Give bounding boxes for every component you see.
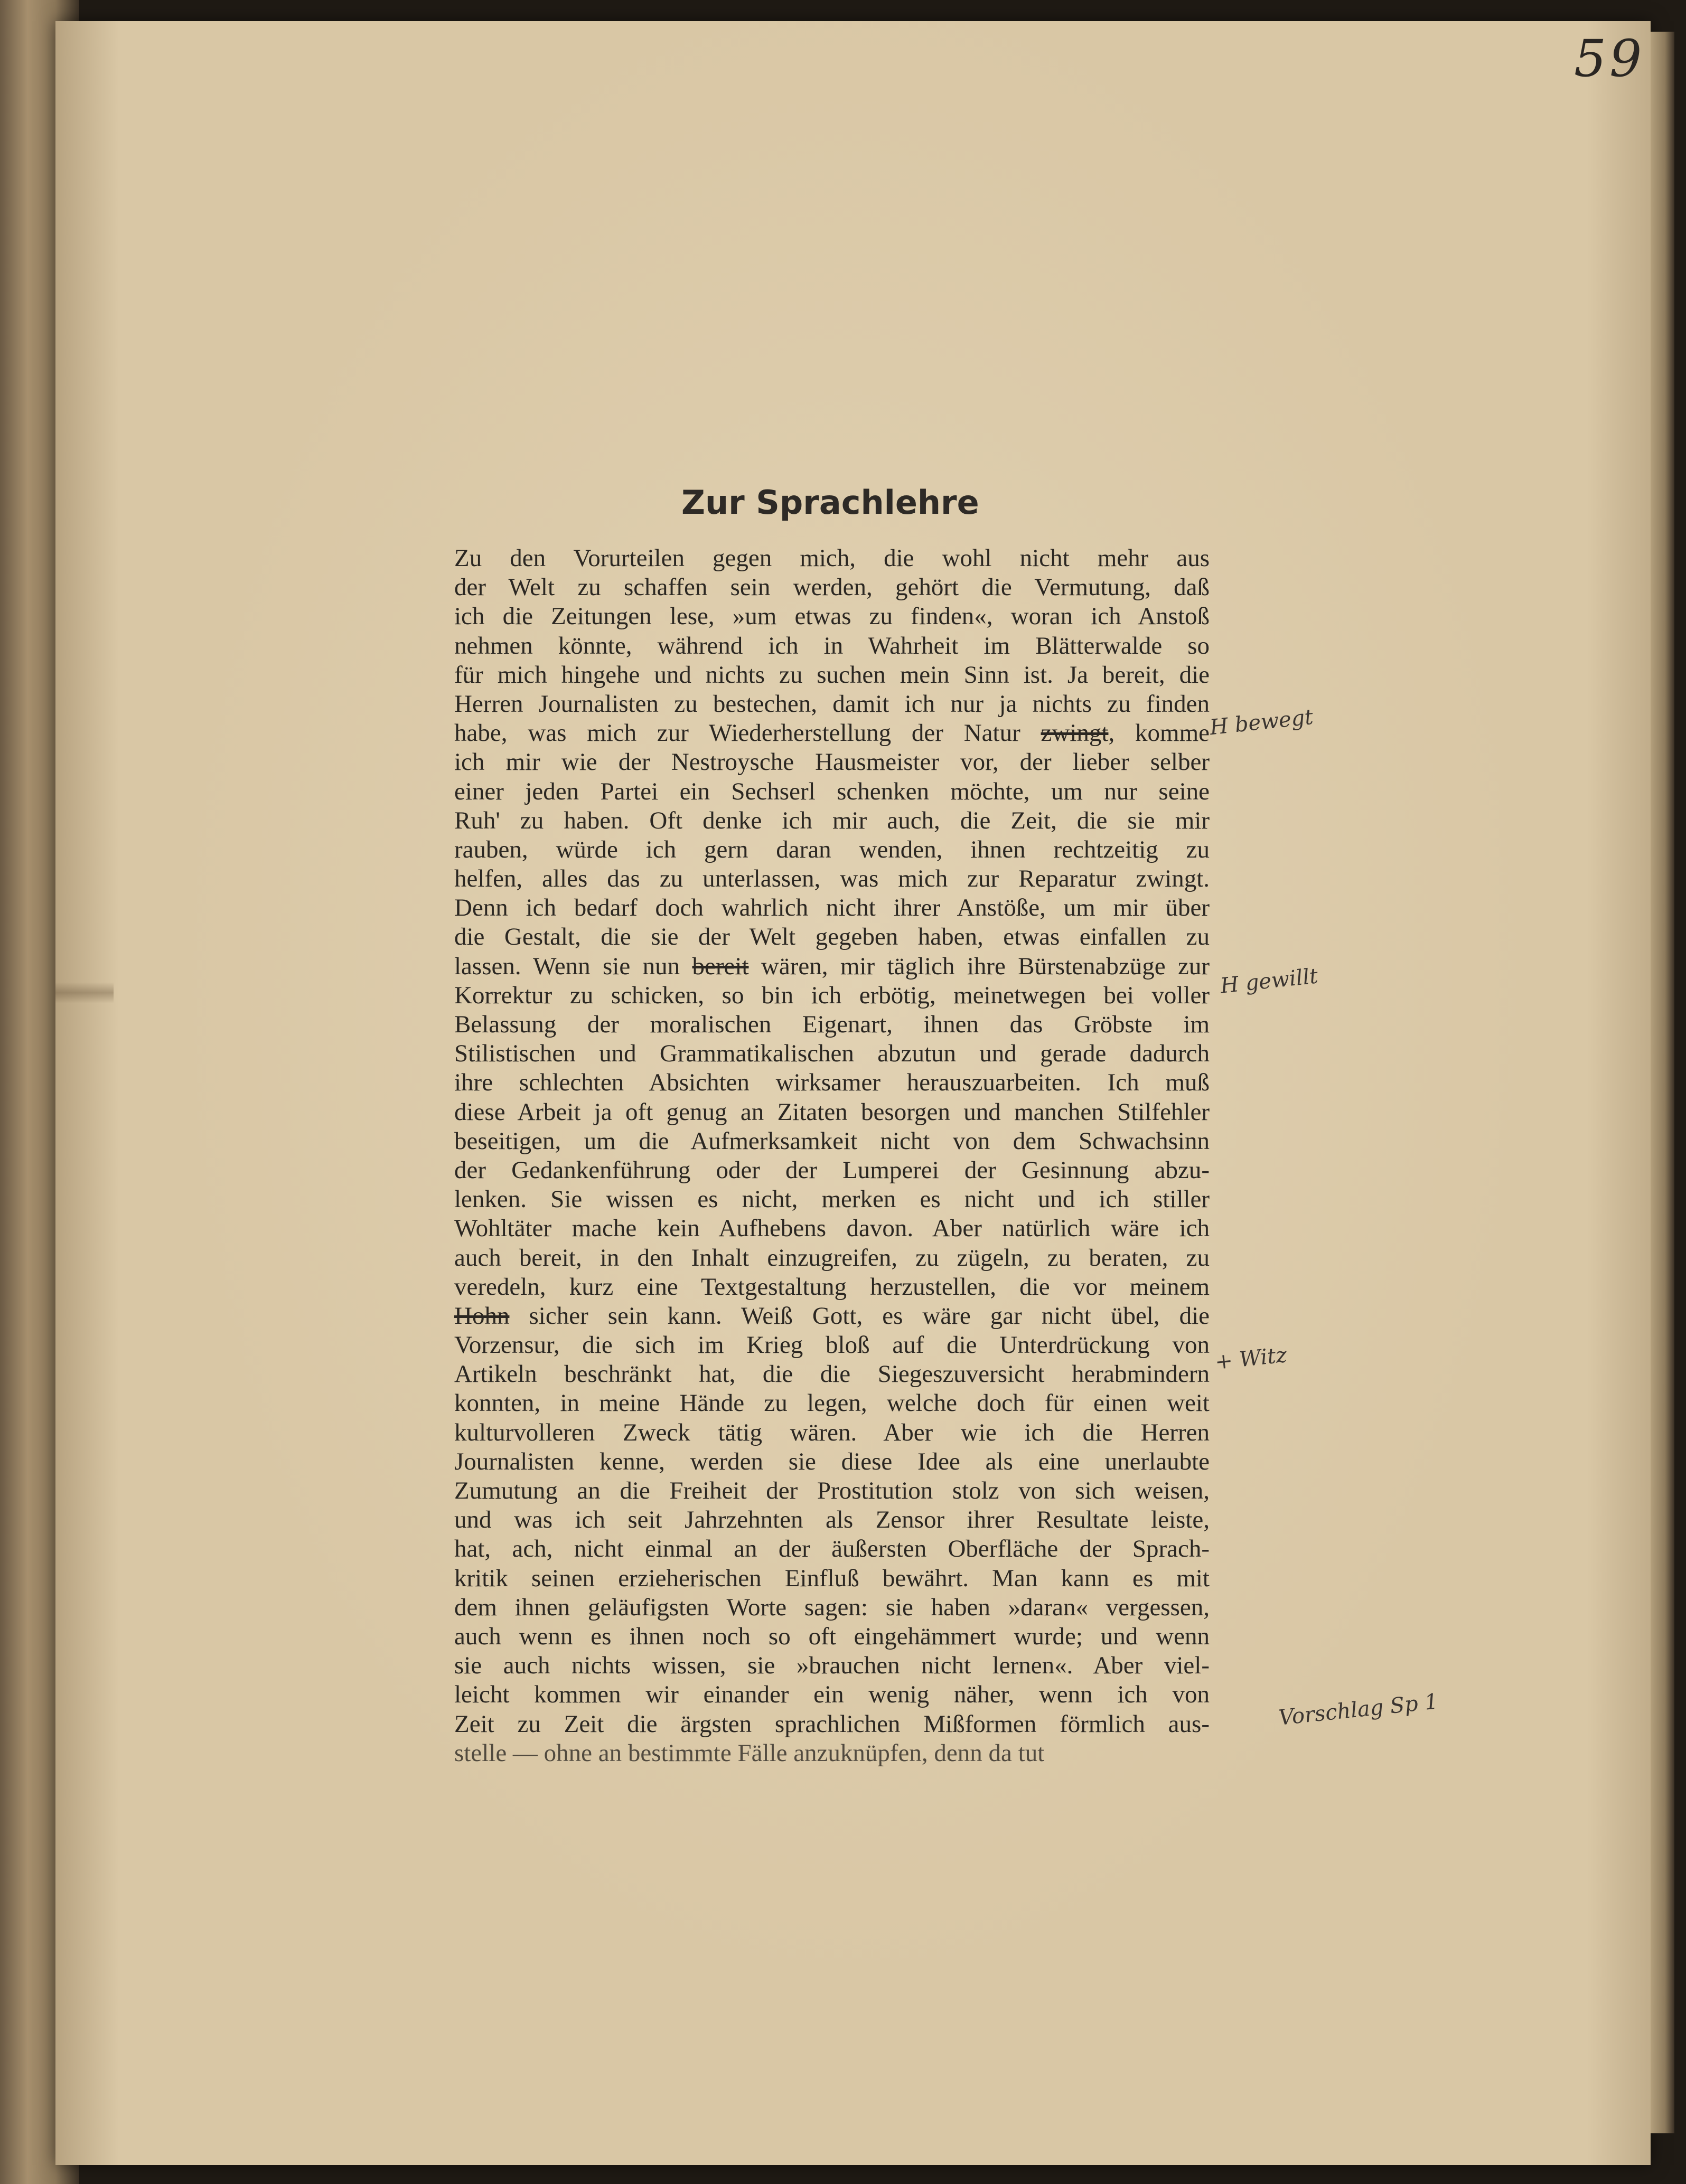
struck-word: Hohn [454, 1302, 510, 1330]
text-line: Korrektur zu schicken, so bin ich erbötig, meinetwegen bei voller [454, 981, 1210, 1009]
struck-word: zwingt [1041, 719, 1109, 747]
text-line: und was ich seit Jahrzehnten als Zensor ihrer Resultate leiste, [454, 1506, 1210, 1534]
text-line: Journalisten kenne, werden sie diese Idee als eine unerlaubte [454, 1447, 1210, 1475]
text-line: die Gestalt, die sie der Welt gegeben haben, etwas einfallen zu [454, 923, 1210, 951]
text-line: habe, was mich zur Wiederherstellung der Natur zwingt, komme [454, 719, 1210, 747]
page-stack-edge [1651, 32, 1674, 2133]
margin-note-3: + Witz [1213, 1342, 1288, 1375]
text-line: lassen. Wenn sie nun bereit wären, mir täglich ihre Bürstenabzüge zur [454, 952, 1210, 980]
text-line: beseitigen, um die Aufmerksamkeit nicht von dem Schwachsinn [454, 1127, 1210, 1155]
text-line: Denn ich bedarf doch wahrlich nicht ihrer Anstöße, um mir über [454, 894, 1210, 922]
text-line: Vorzensur, die sich im Krieg bloß auf die Unterdrückung von [454, 1331, 1210, 1359]
text-line: stelle — ohne an bestimmte Fälle anzuknüpfen, denn da tut [454, 1739, 1045, 1767]
text-line: kritik seinen erzieherischen Einfluß bewährt. Man kann es mit [454, 1564, 1210, 1592]
article-title: Zur Sprachlehre [681, 483, 979, 522]
page-number: 59 [1574, 29, 1645, 88]
text-line: konnten, in meine Hände zu legen, welche doch für einen weit [454, 1389, 1210, 1417]
article-body [454, 544, 1210, 1768]
text-line: Hohn sicher sein kann. Weiß Gott, es wäre gar nicht übel, die [454, 1302, 1210, 1330]
text-line: der Gedankenführung oder der Lumperei der Gesinnung abzu- [454, 1156, 1210, 1184]
text-line: diese Arbeit ja oft genug an Zitaten besorgen und manchen Stilfehler [454, 1098, 1210, 1126]
margin-note-2: H gewillt [1219, 964, 1319, 999]
text-line: auch bereit, in den Inhalt einzugreifen, zu zügeln, zu beraten, zu [454, 1244, 1210, 1272]
text-line: rauben, würde ich gern daran wenden, ihnen rechtzeitig zu [454, 835, 1210, 863]
text-line: Zumutung an die Freiheit der Prostitution stolz von sich weisen, [454, 1477, 1210, 1504]
text-line: Zeit zu Zeit die ärgsten sprachlichen Mißformen förmlich aus- [454, 1710, 1210, 1738]
text-line: Belassung der moralischen Eigenart, ihnen das Gröbste im [454, 1011, 1210, 1038]
text-line: auch wenn es ihnen noch so oft eingehämmert wurde; und wenn [454, 1622, 1210, 1650]
text-line: Wohltäter mache kein Aufhebens davon. Aber natürlich wäre ich [454, 1215, 1210, 1242]
text-line: Ruh' zu haben. Oft denke ich mir auch, die Zeit, die sie mir [454, 806, 1210, 834]
text-line: veredeln, kurz eine Textgestaltung herzustellen, die vor meinem [454, 1273, 1210, 1301]
text-line: nehmen könnte, während ich in Wahrheit im Blätterwalde so [454, 632, 1210, 660]
text-line: ich mir wie der Nestroysche Hausmeister vor, der lieber selber [454, 748, 1210, 776]
text-line: Artikeln beschränkt hat, die die Siegeszuversicht herabmindern [454, 1360, 1210, 1388]
text-line: Herren Journalisten zu bestechen, damit ich nur ja nichts zu finden [454, 690, 1210, 718]
text-line: hat, ach, nicht einmal an der äußersten Oberfläche der Sprach- [454, 1535, 1210, 1563]
text-line: kulturvolleren Zweck tätig wären. Aber wie ich die Herren [454, 1418, 1210, 1446]
text-line: dem ihnen geläufigsten Worte sagen: sie haben »daran« vergessen, [454, 1593, 1210, 1621]
text-line: für mich hingehe und nichts zu suchen mein Sinn ist. Ja bereit, die [454, 661, 1210, 689]
text-line: Zu den Vorurteilen gegen mich, die wohl nicht mehr aus [454, 544, 1210, 572]
text-line: einer jeden Partei ein Sechserl schenken möchte, um nur seine [454, 777, 1210, 805]
text-line: leicht kommen wir einander ein wenig näher, wenn ich von [454, 1681, 1210, 1709]
text-line: sie auch nichts wissen, sie »brauchen nicht lernen«. Aber viel- [454, 1652, 1210, 1680]
text-line: lenken. Sie wissen es nicht, merken es nicht und ich stiller [454, 1185, 1210, 1213]
struck-word: bereit [692, 952, 749, 980]
text-line: ich die Zeitungen lese, »um etwas zu finden«, woran ich Anstoß [454, 603, 1210, 630]
text-line: ihre schlechten Absichten wirksamer herauszuarbeiten. Ich muß [454, 1069, 1210, 1097]
text-line: Stilistischen und Grammatikalischen abzutun und gerade dadurch [454, 1040, 1210, 1068]
page-fold [55, 982, 114, 1003]
text-line: helfen, alles das zu unterlassen, was mich zur Reparatur zwingt. [454, 865, 1210, 893]
margin-note-4: Vorschlag Sp 1 [1277, 1689, 1439, 1730]
text-line: der Welt zu schaffen sein werden, gehört die Vermutung, daß [454, 573, 1210, 601]
margin-note-1: H bewegt [1209, 704, 1315, 740]
